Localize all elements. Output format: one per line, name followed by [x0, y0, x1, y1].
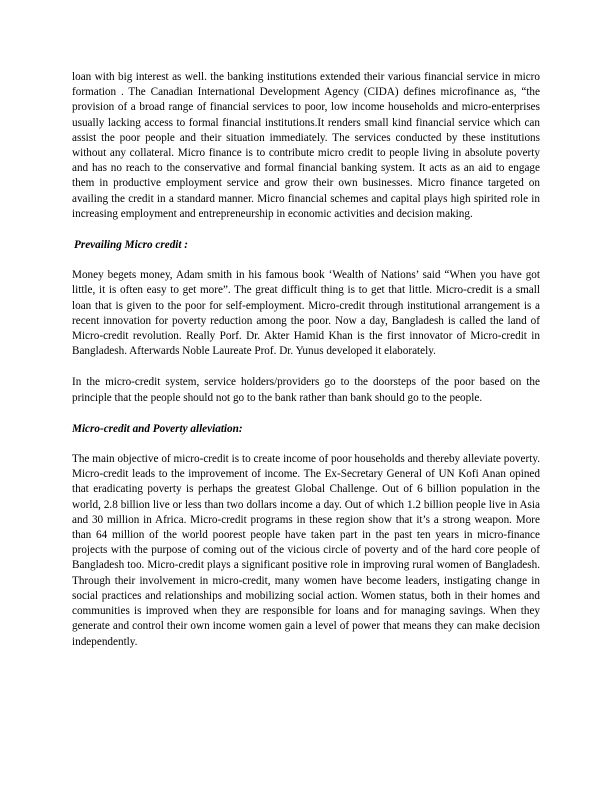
heading-prevailing-micro-credit: Prevailing Micro credit :	[74, 239, 189, 252]
prevailing-paragraph-1: Money begets money, Adam smith in his famous book ‘Wealth of Nations’ said “When you have got little, it is often easy to get more”. The great difficult thing is to get that little. Micro-credit is a small loan that is given to the poor for self-employment. Micro-credit through institutional arrangement is a recent innovation for poverty reduction among the poor. Now a day, Bangladesh is called the land of Micro-credit revolution. Really Porf. Dr. Akter Hamid Khan is the first innovator of Micro-credit in Bangladesh. Afterwards Noble Laureate Prof. Dr. Yunus developed it elaborately.	[72, 269, 540, 358]
document-page	[72, 70, 540, 650]
poverty-paragraph-1: The main objective of micro-credit is to create income of poor households and thereby alleviate poverty. Micro-credit leads to the improvement of income. The Ex-Secretary General of UN Kofi Anan opined that eradicating poverty is perhaps the greatest Global Challenge. Out of 6 billion population in the world, 2.8 billion live or less than two dollars income a day. Out of which 1.2 billion people live in Asia and 30 million in Africa. Micro-credit programs in these region show that it’s a strong weapon. More than 64 million of the world poorest people have taken part in the past ten years in micro-finance projects with the purpose of coming out of the vicious circle of poverty and of the hard core people of Bangladesh too. Micro-credit plays a significant positive role in improving rural women of Bangladesh. Through their involvement in micro-credit, many women have become leaders, instigating change in social practices and relationships and mobilizing social action. Women status, both in their homes and communities is improved when they are responsible for loans and for managing savings. When they generate and control their own income women gain a level of power that means they can make decision independently.	[72, 453, 540, 648]
prevailing-paragraph-2: In the micro-credit system, service holders/providers go to the doorsteps of the poor based on the principle that the people should not go to the bank rather than bank should go to the people.	[72, 376, 540, 404]
intro-paragraph: loan with big interest as well. the banking institutions extended their various financial service in micro formation . The Canadian International Development Agency (CIDA) defines microfinance as, “the provision of a broad range of financial services to poor, low income households and micro-enterprises usually lacking access to formal financial institutions.It renders small kind financial service which can assist the poor people and their situation immediately. The services conducted by these institutions without any collateral. Micro finance is to contribute micro credit to people living in absolute poverty and has no reach to the conservative and formal financial banking system. It acts as an aid to engage them in productive employment service and grow their own businesses. Micro finance targeted on availing the credit in a standard manner. Micro financial schemes and capital plays high spirited role in increasing employment and entrepreneurship in economic activities and decision making.	[72, 71, 540, 220]
heading-micro-credit-poverty: Micro-credit and Poverty alleviation:	[72, 422, 243, 435]
